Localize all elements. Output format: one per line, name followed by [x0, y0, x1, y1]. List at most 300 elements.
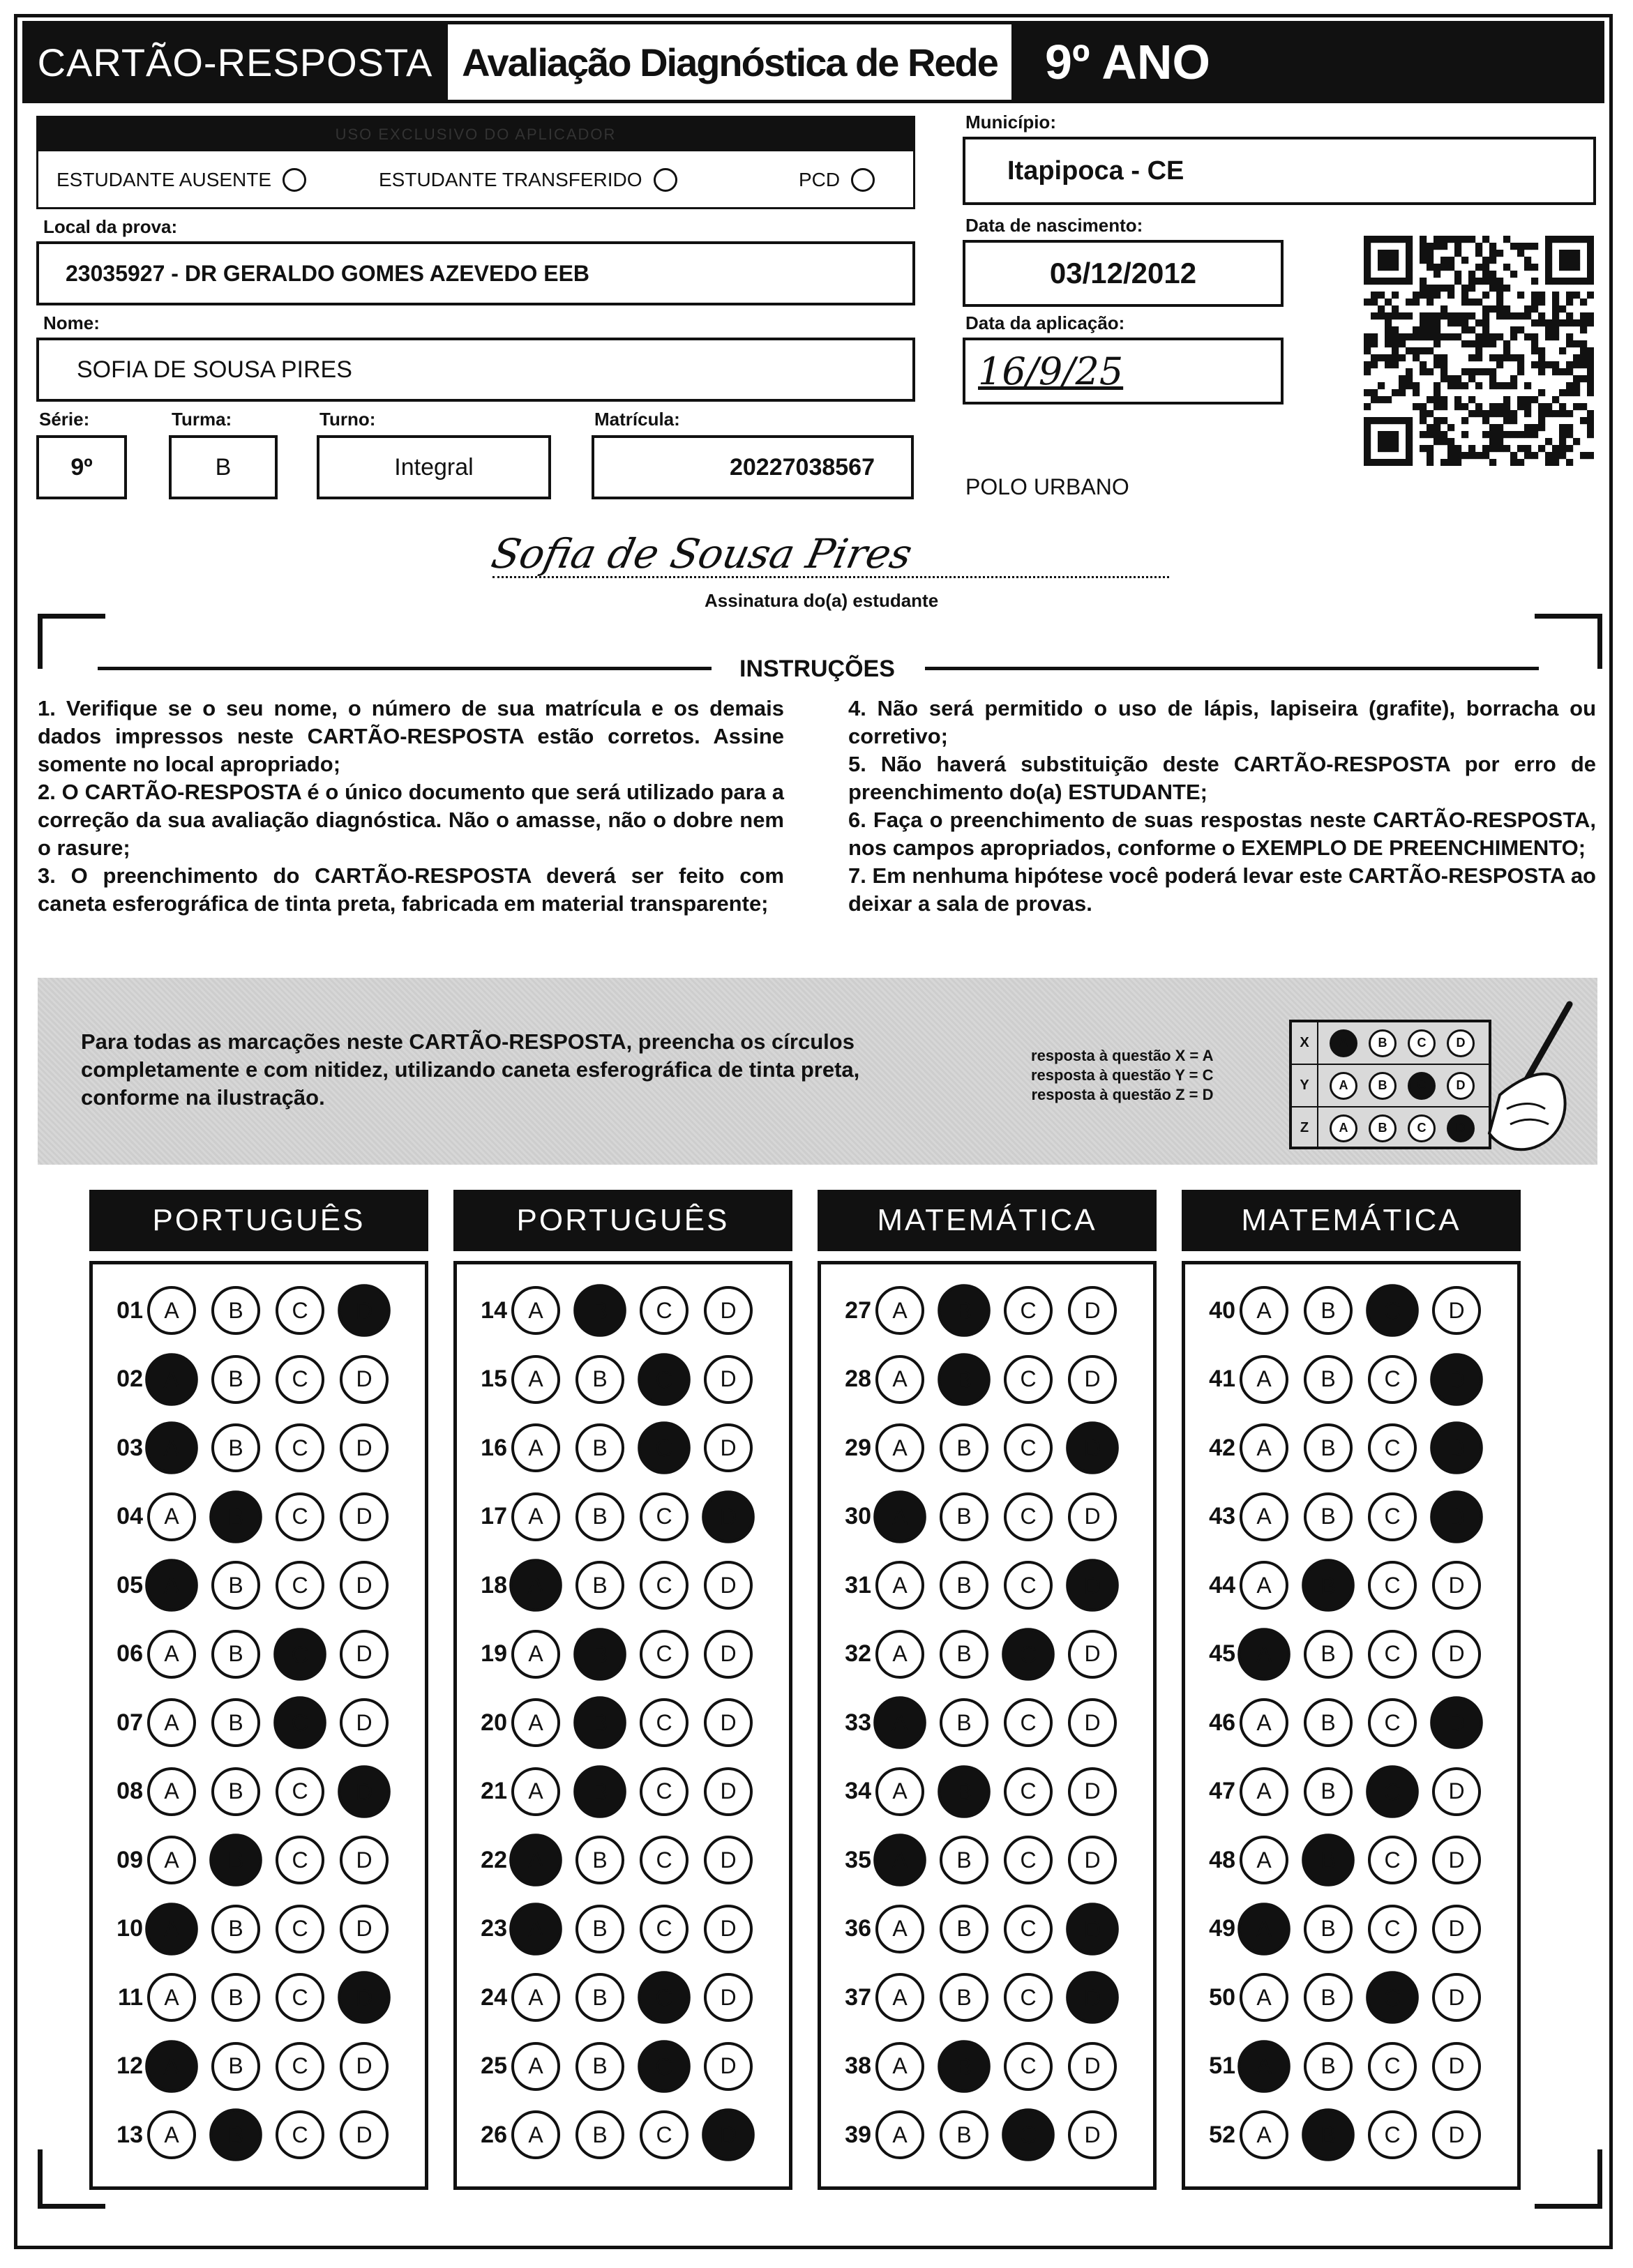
- question-number: 49: [1209, 1915, 1235, 1942]
- answer-bubble-d[interactable]: D: [340, 1355, 389, 1404]
- question-number: 16: [481, 1434, 507, 1461]
- answer-bubble-a[interactable]: A: [511, 1767, 560, 1816]
- answer-bubble-d[interactable]: D: [1432, 1767, 1481, 1816]
- answer-bubble-b[interactable]: B: [940, 2110, 988, 2159]
- answer-bubble-a[interactable]: A: [509, 1903, 562, 1956]
- answer-bubble-b[interactable]: B: [1304, 1355, 1353, 1404]
- answer-bubble-c[interactable]: C: [1368, 1355, 1417, 1404]
- subject-header-3: MATEMÁTICA: [818, 1190, 1157, 1251]
- answer-bubble-c[interactable]: C: [1368, 1698, 1417, 1747]
- answer-bubble-d[interactable]: D: [1068, 1836, 1117, 1884]
- answer-bubble-c[interactable]: C: [276, 1286, 324, 1335]
- answer-bubble-c[interactable]: C: [1004, 1492, 1053, 1541]
- answer-bubble-a[interactable]: A: [1240, 1767, 1288, 1816]
- answer-bubble-c[interactable]: C: [1368, 1492, 1417, 1541]
- answer-bubble-d[interactable]: D: [340, 1905, 389, 1953]
- answer-bubble-b[interactable]: B: [938, 1284, 991, 1337]
- answer-bubble-c[interactable]: C: [638, 1971, 691, 2024]
- answer-bubble-d[interactable]: D: [704, 1698, 753, 1747]
- answer-bubble-b[interactable]: B: [211, 1698, 260, 1747]
- answer-bubble-a[interactable]: A: [1237, 1628, 1290, 1681]
- answer-bubble-d[interactable]: D: [704, 1767, 753, 1816]
- question-number: 52: [1209, 2121, 1235, 2148]
- answer-bubble-b[interactable]: B: [211, 1767, 260, 1816]
- answer-bubble-c[interactable]: C: [1004, 1836, 1053, 1884]
- answer-bubble-d[interactable]: D: [340, 1698, 389, 1747]
- answer-bubble-b[interactable]: B: [1304, 2042, 1353, 2091]
- answer-bubble-c[interactable]: C: [1366, 1971, 1419, 2024]
- answer-bubble-c[interactable]: C: [273, 1628, 326, 1681]
- answer-bubble-a[interactable]: A: [1240, 1355, 1288, 1404]
- answer-bubble-c[interactable]: C: [640, 1698, 688, 1747]
- subject-header-2: PORTUGUÊS: [453, 1190, 792, 1251]
- answer-bubble-c[interactable]: C: [640, 1561, 688, 1610]
- answer-bubble-b[interactable]: B: [940, 1973, 988, 2022]
- answer-bubble-d[interactable]: D: [340, 1630, 389, 1679]
- answer-bubble-b[interactable]: B: [575, 1355, 624, 1404]
- answer-bubble-c[interactable]: C: [1368, 1630, 1417, 1679]
- answer-bubble-c[interactable]: C: [638, 2040, 691, 2093]
- answer-bubble-c[interactable]: C: [640, 1767, 688, 1816]
- answer-bubble-b[interactable]: B: [1304, 1630, 1353, 1679]
- answer-bubble-d[interactable]: D: [704, 1286, 753, 1335]
- answer-bubble-a[interactable]: A: [875, 1423, 924, 1472]
- answer-bubble-d[interactable]: D: [338, 1971, 391, 2024]
- question-number: 32: [845, 1640, 871, 1667]
- example-legend: [1031, 1046, 1213, 1105]
- answer-bubble-b[interactable]: B: [1302, 1834, 1355, 1887]
- answer-bubble-a[interactable]: A: [1240, 1286, 1288, 1335]
- answer-bubble-b[interactable]: B: [940, 1905, 988, 1953]
- nascimento-value: 03/12/2012: [1049, 257, 1197, 289]
- answer-bubble-c[interactable]: C: [276, 1767, 324, 1816]
- answer-bubble-d[interactable]: D: [340, 1492, 389, 1541]
- answer-bubble-b[interactable]: B: [940, 1423, 988, 1472]
- answer-bubble-c[interactable]: C: [1368, 1905, 1417, 1953]
- answer-bubble-c[interactable]: C: [1004, 1423, 1053, 1472]
- instruction-3: 3. O preenchimento do CARTÃO-RESPOSTA deverá ser feito com caneta esferográfica de tinta preta, fabricada em material transparente;: [38, 863, 784, 916]
- question-row: [467, 1557, 768, 1613]
- instructions-rule-left: [98, 667, 712, 670]
- answer-bubble-c[interactable]: C: [276, 1836, 324, 1884]
- answer-bubble-a[interactable]: A: [145, 2040, 198, 2093]
- answer-bubble-d[interactable]: D: [1068, 1767, 1117, 1816]
- answer-bubble-a[interactable]: A: [875, 1973, 924, 2022]
- matricula-value: 20227038567: [729, 453, 875, 481]
- answer-bubble-b[interactable]: B: [940, 1836, 988, 1884]
- answer-bubble-a[interactable]: A: [1237, 2040, 1290, 2093]
- answer-bubble-b[interactable]: B: [1304, 1286, 1353, 1335]
- answer-bubble-d[interactable]: D: [1066, 1903, 1119, 1956]
- answer-bubble-c[interactable]: C: [640, 1836, 688, 1884]
- aplicacao-label: Data da aplicação:: [965, 312, 1125, 333]
- answer-bubble-d[interactable]: D: [1068, 1698, 1117, 1747]
- answer-bubble-c[interactable]: C: [640, 1630, 688, 1679]
- answer-bubble-d[interactable]: D: [338, 1284, 391, 1337]
- answer-bubble-b[interactable]: B: [211, 1973, 260, 2022]
- answer-bubble-b[interactable]: B: [211, 1423, 260, 1472]
- answer-bubble-a[interactable]: A: [509, 1834, 562, 1887]
- answer-bubble-a[interactable]: A: [875, 2110, 924, 2159]
- answer-bubble-b[interactable]: B: [1302, 1559, 1355, 1612]
- answer-bubble-a[interactable]: A: [875, 1630, 924, 1679]
- question-number: 06: [116, 1640, 143, 1667]
- answer-bubble-d[interactable]: D: [702, 2108, 755, 2161]
- answer-bubble-b[interactable]: B: [1304, 1973, 1353, 2022]
- example-bubble-d: D: [1447, 1029, 1475, 1057]
- question-number: 40: [1209, 1296, 1235, 1324]
- example-bubble-c: C: [1408, 1029, 1436, 1057]
- answer-bubble-c[interactable]: C: [1004, 1355, 1053, 1404]
- absent-label: ESTUDANTE AUSENTE: [57, 169, 272, 190]
- question-row: [103, 1832, 404, 1888]
- answer-bubble-b[interactable]: B: [938, 1765, 991, 1818]
- answer-bubble-a[interactable]: A: [511, 1286, 560, 1335]
- answer-bubble-d[interactable]: D: [1066, 1421, 1119, 1474]
- answer-bubble-b[interactable]: B: [1302, 2108, 1355, 2161]
- answer-bubble-d[interactable]: D: [704, 1630, 753, 1679]
- answer-bubble-a[interactable]: A: [147, 1973, 196, 2022]
- answer-bubble-c[interactable]: C: [276, 1905, 324, 1953]
- answer-bubble-a[interactable]: A: [147, 1698, 196, 1747]
- answer-bubble-c[interactable]: C: [1004, 1767, 1053, 1816]
- answer-bubble-a[interactable]: A: [1240, 1492, 1288, 1541]
- answer-bubble-a[interactable]: A: [145, 1903, 198, 1956]
- answer-bubble-c[interactable]: C: [1004, 1698, 1053, 1747]
- nascimento-label: Data de nascimento:: [965, 215, 1143, 236]
- answer-bubble-b[interactable]: B: [575, 2042, 624, 2091]
- answer-bubble-b[interactable]: B: [573, 1284, 626, 1337]
- question-number: 31: [845, 1571, 871, 1598]
- question-row: [467, 1626, 768, 1682]
- question-number: 12: [116, 2052, 143, 2079]
- answer-bubble-a[interactable]: A: [145, 1421, 198, 1474]
- answer-bubble-b[interactable]: B: [940, 1698, 988, 1747]
- answer-bubble-c[interactable]: C: [640, 1905, 688, 1953]
- instruction-2: 2. O CARTÃO-RESPOSTA é o único documento que será utilizado para a correção da sua avaliação diagnóstica. Não o amasse, não o dobre nem o rasure;: [38, 780, 784, 860]
- answer-bubble-b[interactable]: B: [575, 1492, 624, 1541]
- instructions-rule-right: [925, 667, 1539, 670]
- answer-bubble-d[interactable]: D: [704, 1355, 753, 1404]
- answer-bubble-b[interactable]: B: [575, 1973, 624, 2022]
- answer-bubble-a[interactable]: A: [875, 1355, 924, 1404]
- answer-bubble-b[interactable]: B: [575, 1423, 624, 1472]
- answer-bubble-a[interactable]: A: [147, 1836, 196, 1884]
- answer-bubble-a[interactable]: A: [1240, 2110, 1288, 2159]
- answer-bubble-b[interactable]: B: [575, 1905, 624, 1953]
- example-bubble-c: C: [1408, 1114, 1436, 1142]
- corner-mark-top-left: [38, 614, 105, 669]
- answer-bubble-d[interactable]: D: [1432, 2110, 1481, 2159]
- qr-code-icon: [1364, 236, 1594, 466]
- matricula-field: [592, 435, 914, 499]
- answer-bubble-c[interactable]: C: [638, 1421, 691, 1474]
- answer-bubble-b[interactable]: B: [1304, 1423, 1353, 1472]
- question-row: [103, 1695, 404, 1751]
- answer-bubble-c[interactable]: C: [1002, 1628, 1055, 1681]
- answer-bubble-a[interactable]: A: [1240, 1423, 1288, 1472]
- answer-bubble-a[interactable]: A: [511, 1423, 560, 1472]
- absent-option[interactable]: [57, 168, 306, 192]
- question-number: 27: [845, 1296, 871, 1324]
- answer-bubble-c[interactable]: C: [640, 1286, 688, 1335]
- question-number: 43: [1209, 1503, 1235, 1529]
- question-row: [831, 1695, 1132, 1751]
- answer-bubble-c[interactable]: C: [638, 1353, 691, 1406]
- answer-bubble-b[interactable]: B: [575, 1561, 624, 1610]
- answer-bubble-d[interactable]: D: [704, 2042, 753, 2091]
- answer-bubble-c[interactable]: C: [276, 1423, 324, 1472]
- question-number: 11: [118, 1983, 143, 2011]
- question-row: [831, 2107, 1132, 2163]
- pcd-option[interactable]: [799, 168, 875, 192]
- applicator-title: USO EXCLUSIVO DO APLICADOR: [335, 126, 617, 143]
- answer-bubble-b[interactable]: B: [209, 1490, 262, 1543]
- answer-bubble-b[interactable]: B: [575, 1836, 624, 1884]
- answer-bubble-b[interactable]: B: [573, 1696, 626, 1749]
- nascimento-field: [963, 240, 1284, 307]
- answer-bubble-a[interactable]: A: [873, 1696, 926, 1749]
- question-number: 46: [1209, 1709, 1235, 1736]
- question-row: [1195, 1352, 1496, 1407]
- question-row: [103, 1489, 404, 1545]
- answer-bubble-a[interactable]: A: [511, 1698, 560, 1747]
- answer-bubble-d[interactable]: D: [1430, 1490, 1483, 1543]
- transferred-circle[interactable]: [654, 168, 677, 192]
- answer-bubble-d[interactable]: D: [704, 1905, 753, 1953]
- answer-bubble-b[interactable]: B: [940, 1630, 988, 1679]
- question-row: [1195, 1557, 1496, 1613]
- answer-bubble-a[interactable]: A: [1237, 1903, 1290, 1956]
- answer-bubble-d[interactable]: D: [1430, 1353, 1483, 1406]
- question-number: 20: [481, 1709, 507, 1736]
- question-row: [831, 1901, 1132, 1957]
- signature-handwritten: Sofia de Sousa Pires: [487, 530, 917, 577]
- question-row: [103, 2107, 404, 2163]
- answer-bubble-b[interactable]: B: [938, 2040, 991, 2093]
- answer-bubble-d[interactable]: D: [704, 1423, 753, 1472]
- question-number: 29: [845, 1434, 871, 1461]
- answer-column-4: [1182, 1261, 1521, 2190]
- answer-bubble-b[interactable]: B: [573, 1765, 626, 1818]
- answer-bubble-a[interactable]: A: [147, 1492, 196, 1541]
- answer-bubble-c[interactable]: C: [1368, 2110, 1417, 2159]
- answer-bubble-a[interactable]: A: [1240, 1836, 1288, 1884]
- question-row: [831, 2039, 1132, 2094]
- answer-bubble-d[interactable]: D: [704, 1561, 753, 1610]
- answer-bubble-a[interactable]: A: [873, 1490, 926, 1543]
- answer-bubble-d[interactable]: D: [1066, 1971, 1119, 2024]
- answer-bubble-a[interactable]: A: [875, 1561, 924, 1610]
- answer-bubble-d[interactable]: D: [340, 2110, 389, 2159]
- question-number: 30: [845, 1503, 871, 1529]
- answer-bubble-d[interactable]: D: [1068, 2110, 1117, 2159]
- question-number: 39: [845, 2121, 871, 2148]
- answer-bubble-b[interactable]: B: [1304, 1767, 1353, 1816]
- answer-bubble-c[interactable]: C: [276, 2110, 324, 2159]
- turma-field: [169, 435, 278, 499]
- answer-bubble-c[interactable]: C: [276, 1355, 324, 1404]
- question-number: 23: [481, 1915, 507, 1942]
- question-row: [1195, 1420, 1496, 1476]
- answer-bubble-d[interactable]: D: [1068, 1492, 1117, 1541]
- question-row: [1195, 1489, 1496, 1545]
- question-row: [831, 1764, 1132, 1820]
- answer-bubble-a[interactable]: A: [145, 1353, 198, 1406]
- answer-bubble-a[interactable]: A: [1240, 1561, 1288, 1610]
- answer-bubble-d[interactable]: D: [1066, 1559, 1119, 1612]
- answer-bubble-b[interactable]: B: [1304, 1905, 1353, 1953]
- answer-bubble-d[interactable]: D: [1432, 1905, 1481, 1953]
- answer-bubble-c[interactable]: C: [1004, 1973, 1053, 2022]
- answer-bubble-b[interactable]: B: [575, 2110, 624, 2159]
- answer-bubble-b[interactable]: B: [1304, 1492, 1353, 1541]
- answer-bubble-a[interactable]: A: [145, 1559, 198, 1612]
- answer-bubble-c[interactable]: C: [1002, 2108, 1055, 2161]
- example-bubble-b: B: [1369, 1114, 1397, 1142]
- question-row: [467, 1901, 768, 1957]
- answer-bubble-b[interactable]: B: [940, 1492, 988, 1541]
- municipio-value: Itapipoca - CE: [1007, 156, 1184, 186]
- answer-bubble-b[interactable]: B: [573, 1628, 626, 1681]
- answer-bubble-d[interactable]: D: [702, 1490, 755, 1543]
- aplicacao-field: [963, 338, 1284, 405]
- answer-bubble-a[interactable]: A: [511, 1973, 560, 2022]
- answer-bubble-c[interactable]: C: [276, 1492, 324, 1541]
- question-row: [1195, 1695, 1496, 1751]
- answer-bubble-d[interactable]: D: [1432, 1286, 1481, 1335]
- municipio-label: Município:: [965, 112, 1056, 133]
- card-title-band: [22, 21, 448, 103]
- answer-bubble-c[interactable]: C: [276, 1561, 324, 1610]
- answer-bubble-d[interactable]: D: [1432, 2042, 1481, 2091]
- answer-bubble-a[interactable]: A: [1240, 1698, 1288, 1747]
- answer-bubble-c[interactable]: C: [640, 2110, 688, 2159]
- answer-bubble-a[interactable]: A: [873, 1834, 926, 1887]
- answer-bubble-b[interactable]: B: [211, 1905, 260, 1953]
- question-row: [467, 1352, 768, 1407]
- answer-bubble-a[interactable]: A: [511, 2110, 560, 2159]
- answer-bubble-d[interactable]: D: [704, 1836, 753, 1884]
- question-row: [467, 1420, 768, 1476]
- question-number: 18: [481, 1571, 507, 1598]
- answer-bubble-a[interactable]: A: [511, 2042, 560, 2091]
- answer-bubble-c[interactable]: C: [273, 1696, 326, 1749]
- answer-bubble-d[interactable]: D: [1068, 1630, 1117, 1679]
- answer-bubble-d[interactable]: D: [1432, 1561, 1481, 1610]
- answer-bubble-c[interactable]: C: [276, 2042, 324, 2091]
- question-row: [831, 1352, 1132, 1407]
- answer-bubble-c[interactable]: C: [1004, 1905, 1053, 1953]
- answer-bubble-b[interactable]: B: [211, 1355, 260, 1404]
- answer-bubble-a[interactable]: A: [511, 1630, 560, 1679]
- answer-bubble-d[interactable]: D: [1432, 1973, 1481, 2022]
- question-row: [831, 1970, 1132, 2025]
- answer-bubble-c[interactable]: C: [1366, 1284, 1419, 1337]
- answer-bubble-d[interactable]: D: [704, 1973, 753, 2022]
- answer-bubble-a[interactable]: A: [875, 1905, 924, 1953]
- question-row: [1195, 1832, 1496, 1888]
- answer-bubble-d[interactable]: D: [338, 1765, 391, 1818]
- answer-bubble-c[interactable]: C: [1004, 1561, 1053, 1610]
- answer-bubble-d[interactable]: D: [340, 2042, 389, 2091]
- answer-bubble-a[interactable]: A: [147, 2110, 196, 2159]
- answer-bubble-b[interactable]: B: [940, 1561, 988, 1610]
- answer-bubble-b[interactable]: B: [211, 2042, 260, 2091]
- question-row: [831, 1626, 1132, 1682]
- answer-bubble-b[interactable]: B: [209, 2108, 262, 2161]
- answer-bubble-c[interactable]: C: [1368, 1561, 1417, 1610]
- answer-bubble-a[interactable]: A: [147, 1286, 196, 1335]
- answer-bubble-b[interactable]: B: [938, 1353, 991, 1406]
- answer-bubble-c[interactable]: C: [1368, 1836, 1417, 1884]
- example-text: Para todas as marcações neste CARTÃO-RESPOSTA, preencha os círculos completamente e com nitidez, utilizando caneta esferográfica de tinta preta, conforme na ilustração.: [81, 1029, 860, 1110]
- answer-bubble-d[interactable]: D: [1432, 1836, 1481, 1884]
- answer-bubble-b[interactable]: B: [211, 1630, 260, 1679]
- answer-bubble-b[interactable]: B: [211, 1286, 260, 1335]
- answer-bubble-b[interactable]: B: [211, 1561, 260, 1610]
- absent-circle[interactable]: [283, 168, 306, 192]
- answer-bubble-b[interactable]: B: [209, 1834, 262, 1887]
- answer-bubble-a[interactable]: A: [511, 1355, 560, 1404]
- answer-bubble-d[interactable]: D: [1068, 1355, 1117, 1404]
- answer-bubble-d[interactable]: D: [1430, 1421, 1483, 1474]
- grade-band: [1011, 21, 1604, 103]
- answer-bubble-d[interactable]: D: [1068, 1286, 1117, 1335]
- question-row: [1195, 1764, 1496, 1820]
- transferred-option[interactable]: [379, 168, 677, 192]
- nome-label: Nome:: [43, 312, 100, 333]
- question-row: [103, 1557, 404, 1613]
- answer-bubble-d[interactable]: D: [340, 1561, 389, 1610]
- answer-bubble-a[interactable]: A: [147, 1767, 196, 1816]
- example-bubble-a: A: [1330, 1029, 1357, 1057]
- example-bubble-a: A: [1330, 1072, 1357, 1100]
- answer-bubble-c[interactable]: C: [1368, 1423, 1417, 1472]
- pcd-circle[interactable]: [851, 168, 875, 192]
- question-number: 24: [481, 1983, 507, 2011]
- answer-bubble-b[interactable]: B: [1304, 1698, 1353, 1747]
- turno-field: [317, 435, 551, 499]
- turno-value: Integral: [394, 453, 474, 481]
- answer-bubble-a[interactable]: A: [509, 1559, 562, 1612]
- answer-bubble-c[interactable]: C: [1366, 1765, 1419, 1818]
- answer-bubble-c[interactable]: C: [640, 1492, 688, 1541]
- answer-bubble-a[interactable]: A: [875, 2042, 924, 2091]
- answer-bubble-d[interactable]: D: [340, 1836, 389, 1884]
- answer-bubble-c[interactable]: C: [1004, 2042, 1053, 2091]
- answer-bubble-c[interactable]: C: [276, 1973, 324, 2022]
- question-row: [467, 1970, 768, 2025]
- question-number: 09: [116, 1846, 143, 1873]
- answer-bubble-d[interactable]: D: [1068, 2042, 1117, 2091]
- answer-bubble-a[interactable]: A: [875, 1767, 924, 1816]
- answer-bubble-a[interactable]: A: [1240, 1973, 1288, 2022]
- instructions-title: INSTRUÇÕES: [739, 656, 895, 682]
- question-row: [831, 1420, 1132, 1476]
- answer-bubble-d[interactable]: D: [340, 1423, 389, 1472]
- answer-bubble-a[interactable]: A: [511, 1492, 560, 1541]
- answer-bubble-d[interactable]: D: [1430, 1696, 1483, 1749]
- answer-bubble-c[interactable]: C: [1004, 1286, 1053, 1335]
- answer-bubble-c[interactable]: C: [1368, 2042, 1417, 2091]
- turma-value: B: [215, 453, 232, 481]
- serie-value: 9º: [70, 453, 93, 481]
- answer-bubble-a[interactable]: A: [875, 1286, 924, 1335]
- answer-bubble-d[interactable]: D: [1432, 1630, 1481, 1679]
- instruction-5: 5. Não haverá substituição deste CARTÃO-RESPOSTA por erro de preenchimento do(a) ESTUDANTE;: [848, 752, 1596, 804]
- answer-bubble-a[interactable]: A: [147, 1630, 196, 1679]
